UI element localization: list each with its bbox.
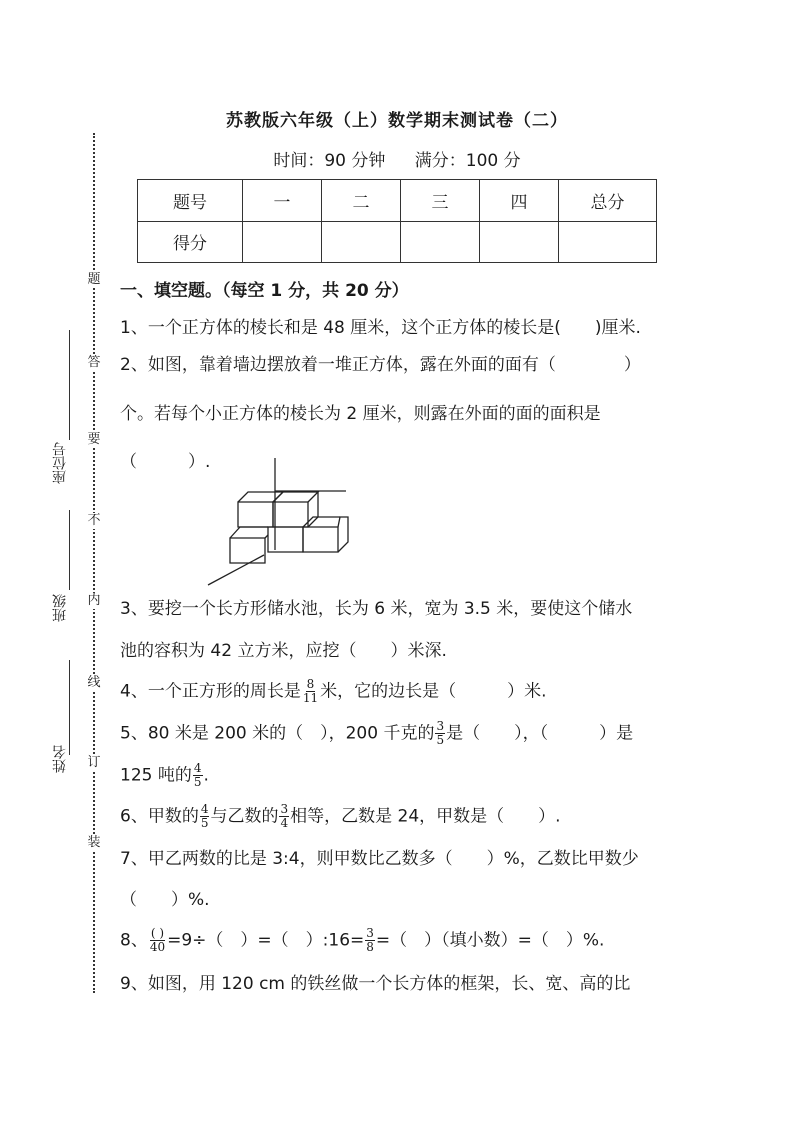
score-cell[interactable] [322,221,401,263]
fraction: $\frac{4}{5}$ [200,802,209,830]
question-4: 4、一个正方形的周长是 $\frac{8}{11}$ 米，它的边长是（ ）米. [120,677,547,705]
margin-char: 线 [87,675,101,690]
question-8: 8、 $\frac{( )}{40}$ =9÷（ ）=（ ）:16= $\frac{3}{8}$ =（ ）（填小数）=（ ）%. [120,926,605,954]
fraction: $\frac{3}{8}$ [366,926,374,954]
question-1: 1、一个正方体的棱长和是 48 厘米，这个正方体的棱长是( )厘米. [120,318,641,338]
exam-info [0,146,794,171]
score-header-cell: 四 [480,180,559,222]
fraction: $\frac{4}{5}$ [193,761,202,789]
score-row-label: 得分 [138,221,243,263]
seat-number-label: 座位号 [52,442,68,484]
page-title: 苏教版六年级（上）数学期末测试卷（二） [226,111,568,131]
binding-dotted-line [93,133,95,993]
full-score: 满分：100 分 [414,151,521,171]
name-fill-line [69,660,70,755]
score-table-head-row [138,180,657,222]
question-2-line-3: （ ）. [120,452,211,472]
seat-number-fill-line [69,330,70,440]
fraction: $\frac{8}{11}$ [302,677,319,705]
score-cell[interactable] [243,221,322,263]
question-2-line-1: 2、如图，靠着墙边摆放着一堆正方体，露在外面的面有（ ） [120,355,641,375]
class-label: 班级 [52,594,68,622]
question-3-line-1: 3、要挖一个长方形储水池，长为 6 米，宽为 3.5 米，要使这个储水 [120,599,633,619]
score-table-score-row [138,221,657,263]
margin-char: 装 [87,835,101,850]
margin-char: 不 [87,513,101,528]
question-2-line-2: 个。若每个小正方体的棱长为 2 厘米，则露在外面的面的面积是 [120,404,601,424]
score-header-cell: 二 [322,180,401,222]
section-title: 一、填空题。（每空 1 分，共 20 分） [120,281,409,301]
score-header-cell: 题号 [138,180,243,222]
score-header-cell: 总分 [559,180,657,222]
score-cell[interactable] [480,221,559,263]
margin-char: 订 [87,755,101,770]
fraction: $\frac{3}{4}$ [280,802,289,830]
question-7-line-1: 7、甲乙两数的比是 3:4，则甲数比乙数多（ ）%，乙数比甲数少 [120,849,639,869]
margin-char: 要 [87,432,101,447]
time-limit: 时间：90 分钟 [273,151,386,171]
fraction: $\frac{( )}{40}$ [149,926,166,954]
name-label: 姓名 [52,745,68,773]
margin-char: 题 [87,272,101,287]
stacked-cubes-figure [200,455,360,587]
question-3-line-2: 池的容积为 42 立方米，应挖（ ）米深. [120,641,447,661]
score-header-cell: 一 [243,180,322,222]
question-9: 9、如图，用 120 cm 的铁丝做一个长方体的框架，长、宽、高的比 [120,974,631,994]
fraction: $\frac{3}{5}$ [436,719,445,747]
question-7-line-2: （ ）%. [120,890,210,910]
question-6: 6、甲数的 $\frac{4}{5}$ 与乙数的 $\frac{3}{4}$ 相等，乙数是 24，甲数是（ ）. [120,802,561,830]
score-cell[interactable] [401,221,480,263]
question-5-line-2: 125 吨的 $\frac{4}{5}$ . [120,761,209,789]
score-cell[interactable] [559,221,657,263]
margin-char: 内 [87,593,101,608]
class-fill-line [69,510,70,590]
score-header-cell: 三 [401,180,480,222]
score-table [137,179,657,263]
margin-char: 答 [87,355,101,370]
question-5-line-1: 5、80 米是 200 米的（ ），200 千克的 $\frac{3}{5}$ 是（ ），（ ）是 [120,719,634,747]
